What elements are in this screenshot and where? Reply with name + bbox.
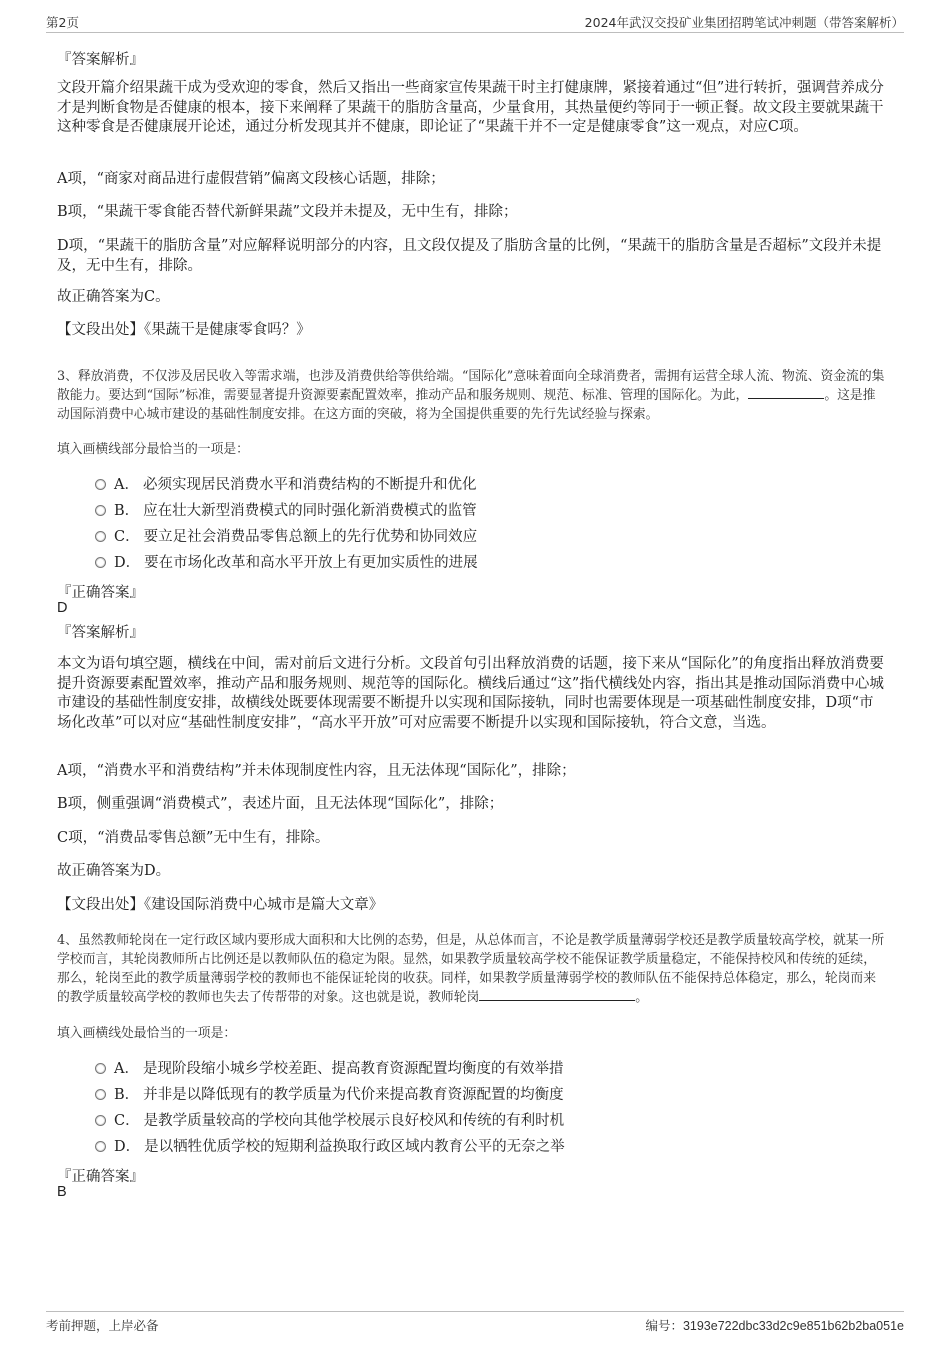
q3-option-b[interactable]: B． 应在壮大新型消费模式的同时强化新消费模式的监管 [95,501,477,521]
q3-exclude-c: C项，“消费品零售总额”无中生有，排除。 [57,830,330,846]
q3-source: 【文段出处】《建设国际消费中心城市是篇大文章》 [57,897,384,913]
radio-icon[interactable] [95,479,106,490]
q4-prompt: 填入画横线处最恰当的一项是： [57,1026,237,1041]
q4-blank [479,988,635,1001]
q3-conclusion: 故正确答案为D。 [57,863,171,879]
q4-correct-label: 『正确答案』 [57,1169,144,1185]
page-footer [46,1311,904,1336]
q3-correct-answer: D [57,600,68,616]
q3-blank [748,386,824,399]
q2-exclude-b: B项，“果蔬干零食能否替代新鲜果蔬”文段并未提及，无中生有，排除； [57,204,518,220]
q3-stem-part1: 3、释放消费，不仅涉及居民收入等需求端，也涉及消费供给等供给端。“国际化”意味着面向全球消费者，需拥有运营全球人流、物流、资金流的集散能力。要达到“国际”标准，需要显著提升资源要素配置效率，推动产品和服务规则、规范、标准、管理的国际化。为此， [57,369,885,403]
q3-correct-label: 『正确答案』 [57,585,144,601]
radio-icon[interactable] [95,531,106,542]
radio-icon[interactable] [95,1089,106,1100]
radio-icon[interactable] [95,1141,106,1152]
q2-analysis-label: 『答案解析』 [57,52,144,68]
footer-slogan: 考前押题，上岸必备 [46,1318,159,1333]
q3-stem [57,367,887,424]
q3-option-c[interactable]: C． 要立足社会消费品零售总额上的先行优势和协同效应 [95,527,477,547]
q4-option-a[interactable]: A． 是现阶段缩小城乡学校差距、提高教育资源配置均衡度的有效举措 [95,1059,563,1079]
radio-icon[interactable] [95,505,106,516]
q2-source: 【文段出处】《果蔬干是健康零食吗？》 [57,322,311,338]
radio-icon[interactable] [95,1115,106,1126]
q3-analysis-label: 『答案解析』 [57,625,144,641]
document-title: 2024年武汉交投矿业集团招聘笔试冲刺题（带答案解析） [584,15,904,30]
q3-exclude-a: A项，“消费水平和消费结构”并未体现制度性内容，且无法体现“国际化”，排除； [57,763,576,779]
q4-correct-answer: B [57,1184,67,1200]
q4-option-b[interactable]: B． 并非是以降低现有的教学质量为代价来提高教育资源配置的均衡度 [95,1085,564,1105]
q3-exclude-b: B项，侧重强调“消费模式”，表述片面，且无法体现“国际化”，排除； [57,796,504,812]
q3-option-d[interactable]: D． 要在市场化改革和高水平开放上有更加实质性的进展 [95,553,478,573]
q2-exclude-d: D项，“果蔬干的脂肪含量”对应解释说明部分的内容，且文段仅提及了脂肪含量的比例，“果蔬干的脂肪含量是否超标”文段并未提及，无中生有，排除。 [57,238,882,274]
q2-analysis-text: 文段开篇介绍果蔬干成为受欢迎的零食，然后又指出一些商家宣传果蔬干时主打健康牌，紧接着通过“但”进行转折，强调营养成分才是判断食物是否健康的根本，接下来阐释了果蔬干的脂肪含量高，少量食用，其热量便约等同于一顿正餐。故文段主要就果蔬干这种零食是否健康展开论述，通过分析发现其并不健康，即论证了“果蔬干并不一定是健康零食”这一观点，对应C项。 [57,80,884,135]
q3-prompt: 填入画横线部分最恰当的一项是： [57,442,249,457]
q2-exclude-a: A项，“商家对商品进行虚假营销”偏离文段核心话题，排除； [57,171,445,187]
page-header [46,10,904,33]
q3-analysis-text: 本文为语句填空题，横线在中间，需对前后文进行分析。文段首句引出释放消费的话题，接下来从“国际化”的角度指出释放消费要提升资源要素配置效率，推动产品和服务规则、规范等的国际化。横线后通过“这”指代横线处内容，指出其是推动国际消费中心城市建设的基础性制度安排，故横线处既要体现需要不断提升以实现和国际接轨，同时也需要体现是一项基础性制度安排，D项“市场化改革”可以对应“基础性制度安排”，“高水平开放”可对应需要不断提升以实现和国际接轨，符合文意，当选。 [57,656,884,731]
q4-stem-part1: 4、虽然教师轮岗在一定行政区域内要形成大面积和大比例的态势，但是，从总体而言，不论是教学质量薄弱学校还是教学质量较高学校，就某一所学校而言，其轮岗教师所占比例还是以教师队伍的稳定为限。显然，如果教学质量较高学校不能保证教学质量稳定，不能保持校风和传统的延续，那么，轮岗至此的教学质量薄弱学校的教师也不能保证轮岗的收获。同样，如果教学质量薄弱学校的教师队伍不能保持总体稳定，那么，轮岗而来的教学质量较高学校的教师也失去了传帮带的对象。这也就是说，教师轮岗 [57,933,885,1005]
q4-stem-part2: 。 [635,990,649,1005]
q2-conclusion: 故正确答案为C。 [57,289,170,305]
q3-stem-part2: 。这是推动国际消费中心城市建设的基础性制度安排。在这方面的突破，将为全国提供重要的先行先试经验与探索。 [57,388,876,422]
radio-icon[interactable] [95,557,106,568]
q3-option-a[interactable]: A． 必须实现居民消费水平和消费结构的不断提升和优化 [95,475,476,495]
q4-option-c[interactable]: C． 是教学质量较高的学校向其他学校展示良好校风和传统的有利时机 [95,1111,564,1131]
q4-option-d[interactable]: D． 是以牺牲优质学校的短期利益换取行政区域内教育公平的无奈之举 [95,1137,565,1157]
q4-stem [57,931,887,1007]
footer-id: 编号：3193e722dbc33d2c9e851b62b2ba051e [645,1319,904,1333]
radio-icon[interactable] [95,1063,106,1074]
page-number: 第2页 [46,15,79,30]
